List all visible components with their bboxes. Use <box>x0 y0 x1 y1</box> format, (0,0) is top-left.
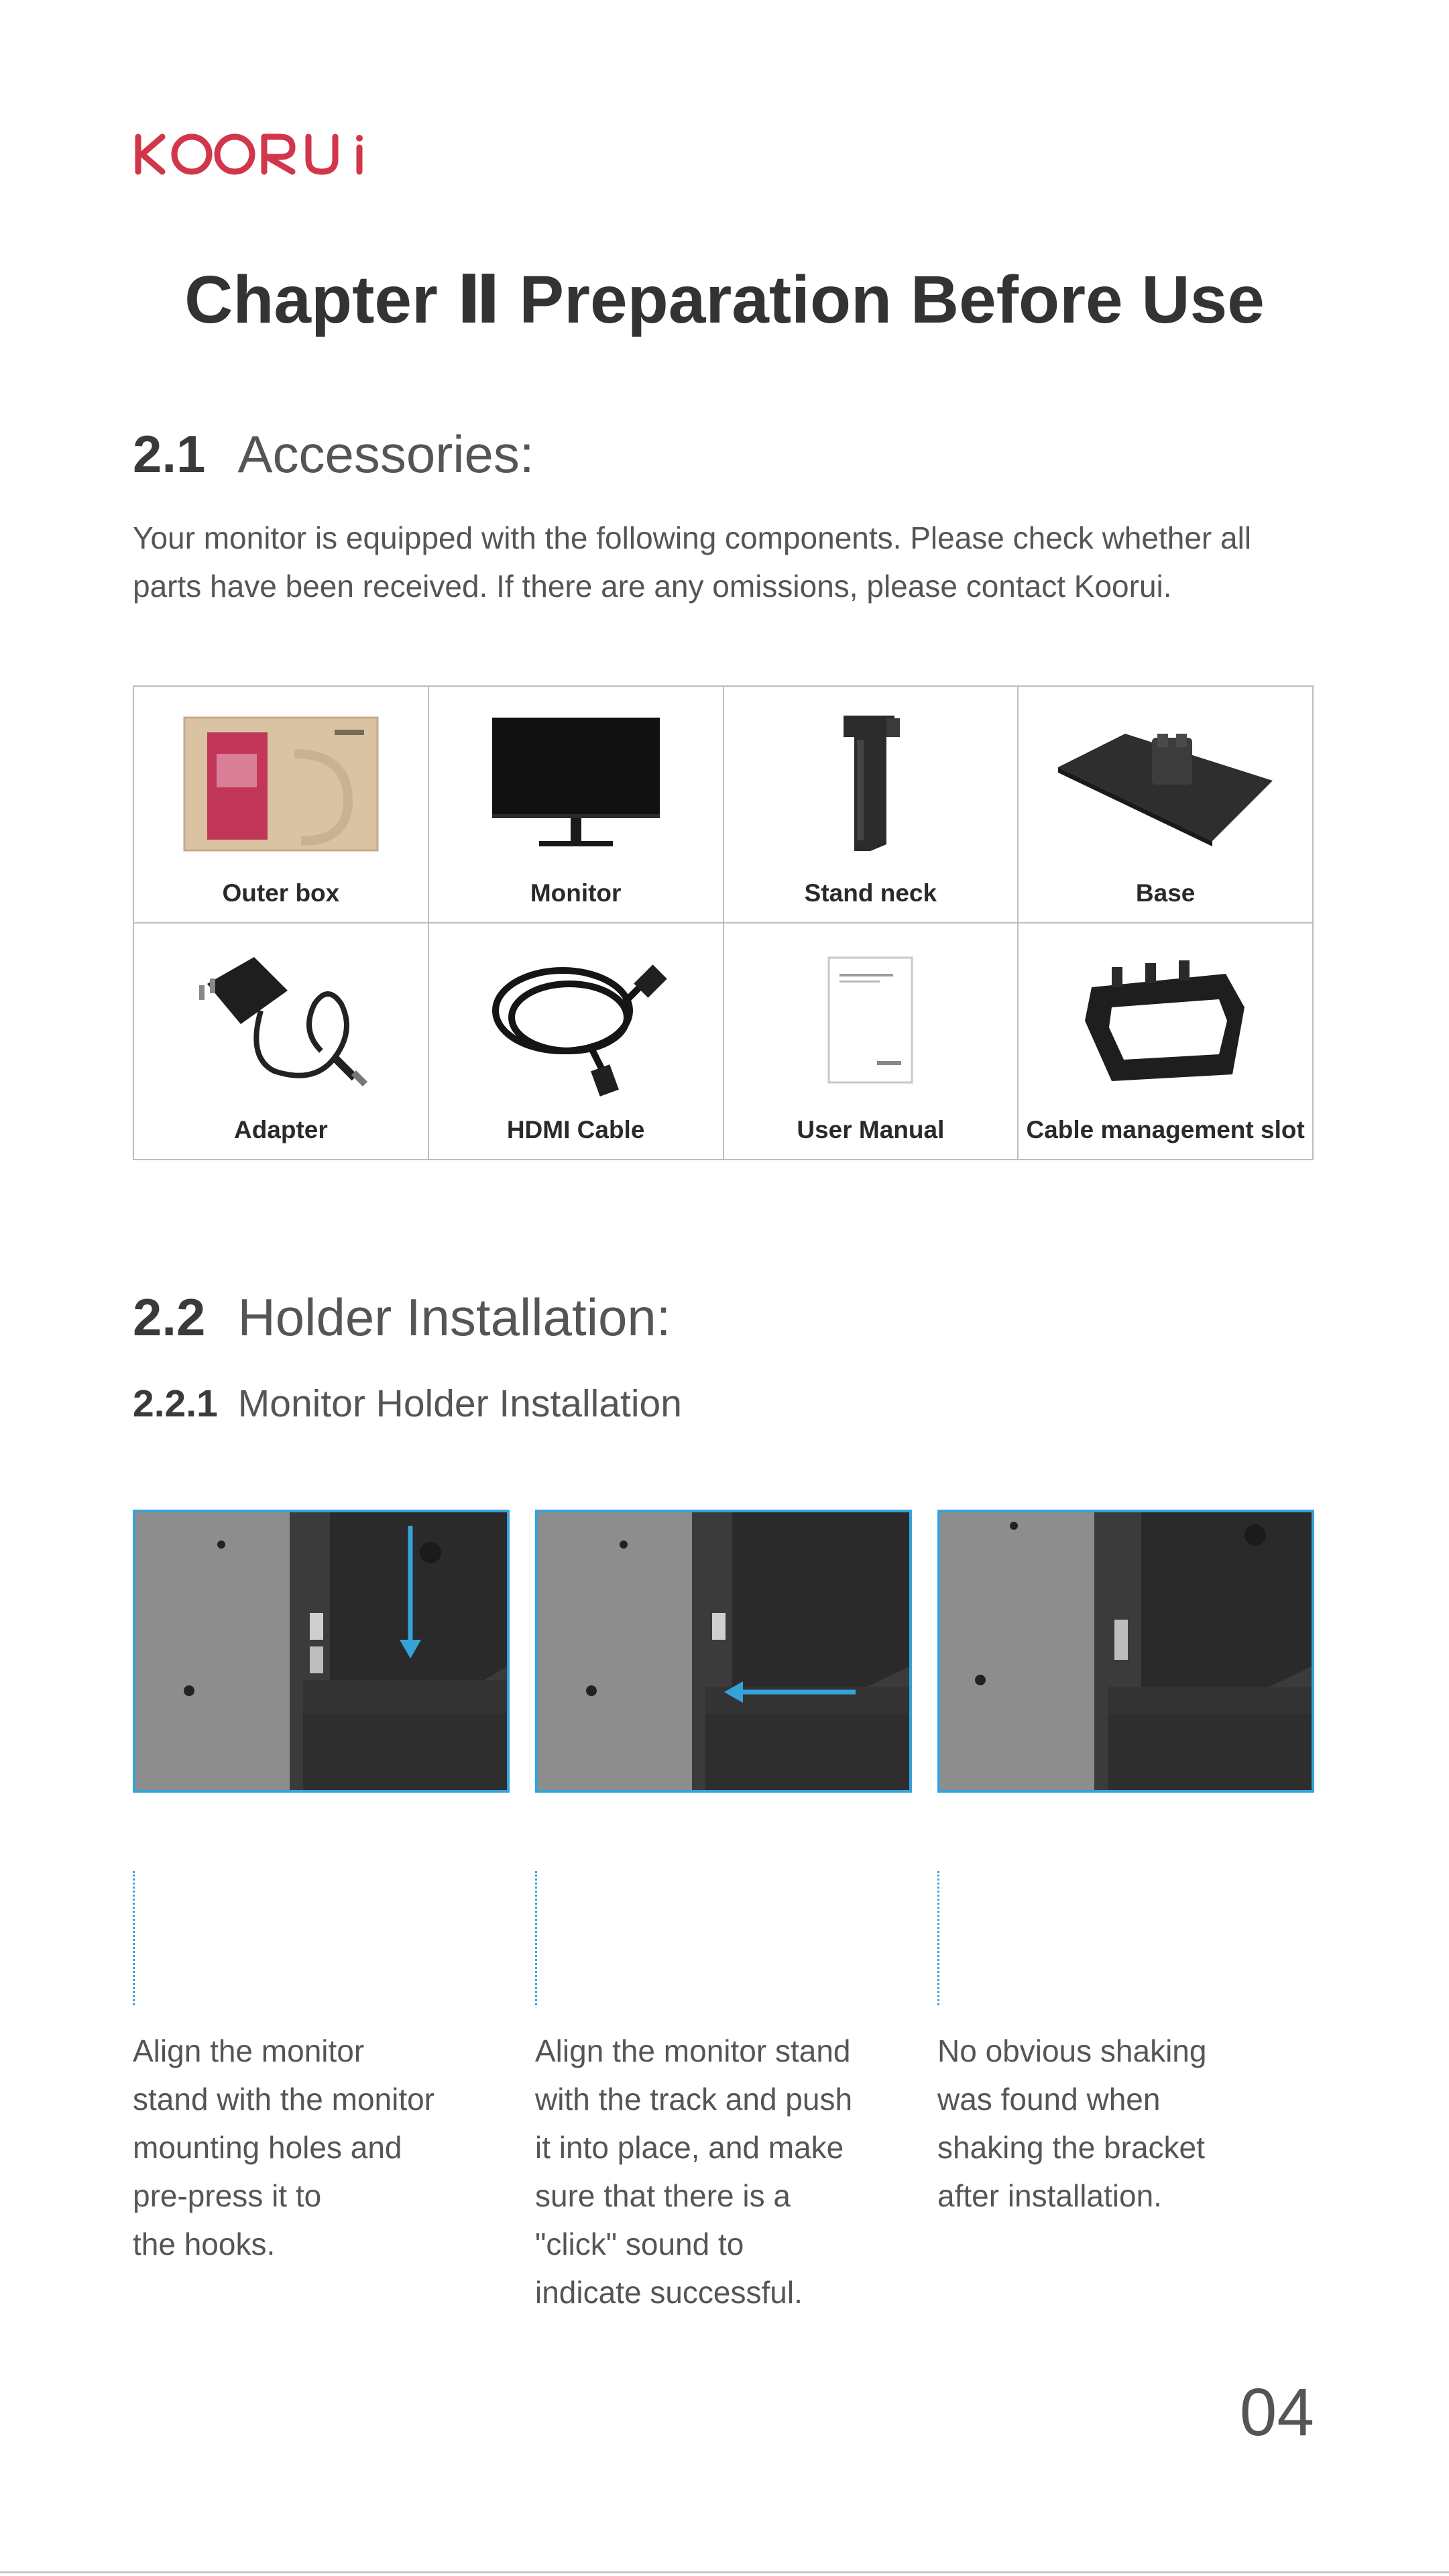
step-line: Align the monitor stand <box>535 2033 851 2068</box>
hdmi-cable-icon <box>475 944 677 1098</box>
accessory-cell-outer-box <box>134 687 429 923</box>
accessory-cell-hdmi <box>429 923 724 1160</box>
step-2-connector <box>535 1871 537 2005</box>
step-1-photo <box>133 1510 510 1793</box>
accessory-label: Outer box <box>222 879 340 907</box>
section-number: 2.1 <box>133 425 206 484</box>
section-title: Holder Installation: <box>237 1288 671 1347</box>
step-2-text <box>535 2027 884 2316</box>
box-icon <box>180 714 382 854</box>
accessory-cell-cable-slot <box>1019 923 1314 1160</box>
step-line: the hooks. <box>133 2227 276 2261</box>
accessory-label: Cable management slot <box>1026 1116 1305 1143</box>
section-heading-accessories <box>133 424 534 485</box>
step-line: was found when <box>937 2082 1161 2117</box>
adapter-icon <box>180 944 382 1098</box>
step-3-connector <box>937 1871 939 2005</box>
step-3-photo <box>937 1510 1314 1793</box>
step-2-photo <box>535 1510 912 1793</box>
section-title: Accessories: <box>237 425 534 484</box>
step-line: it into place, and make <box>535 2130 844 2165</box>
step-line: sure that there is a <box>535 2178 791 2213</box>
accessory-cell-monitor <box>429 687 724 923</box>
step-line: Align the monitor <box>133 2033 365 2068</box>
accessory-cell-adapter <box>134 923 429 1160</box>
step-line: "click" sound to <box>535 2227 744 2261</box>
page-bottom-rule <box>0 2571 1449 2573</box>
accessory-cell-stand-neck <box>724 687 1019 923</box>
page-number: 04 <box>1239 2375 1314 2450</box>
accessory-label: User Manual <box>797 1116 945 1143</box>
accessory-label: Stand neck <box>804 879 937 907</box>
step-line: No obvious shaking <box>937 2033 1207 2068</box>
accessory-label: HDMI Cable <box>506 1116 645 1143</box>
accessory-label: Adapter <box>233 1116 328 1143</box>
subsection-number: 2.2.1 <box>133 1382 218 1425</box>
step-line: shaking the bracket <box>937 2130 1205 2165</box>
accessories-table <box>133 685 1314 1160</box>
manual-icon <box>823 954 917 1088</box>
section-heading-holder <box>133 1287 671 1348</box>
koorui-logo <box>133 133 381 179</box>
step-line: after installation. <box>937 2178 1162 2213</box>
step-line: stand with the monitor <box>133 2082 435 2117</box>
section-number: 2.2 <box>133 1288 206 1347</box>
subsection-title: Monitor Holder Installation <box>237 1382 682 1425</box>
chapter-title: Chapter Ⅱ Preparation Before Use <box>184 262 1265 337</box>
accessory-label: Base <box>1135 879 1196 907</box>
stand-neck-icon <box>830 710 911 858</box>
base-icon <box>1051 714 1279 854</box>
accessory-label: Monitor <box>530 879 622 907</box>
accessory-cell-base <box>1019 687 1314 923</box>
step-line: pre-press it to <box>133 2178 322 2213</box>
monitor-icon <box>485 714 666 854</box>
accessories-intro <box>133 514 1340 610</box>
step-line: indicate successful. <box>535 2275 803 2310</box>
subsection-heading <box>133 1382 682 1426</box>
step-1-connector <box>133 1871 135 2005</box>
step-1-text <box>133 2027 481 2268</box>
koorui-logo-mark <box>133 133 381 176</box>
intro-line-2: parts have been received. If there are any omissions, please contact Koorui. <box>133 569 1172 604</box>
step-line: with the track and push <box>535 2082 853 2117</box>
intro-line-1: Your monitor is equipped with the following components. Please check whether all <box>133 520 1252 555</box>
accessory-cell-user-manual <box>724 923 1019 1160</box>
step-3-text <box>937 2027 1286 2220</box>
step-line: mounting holes and <box>133 2130 402 2165</box>
cable-slot-icon <box>1071 947 1259 1095</box>
